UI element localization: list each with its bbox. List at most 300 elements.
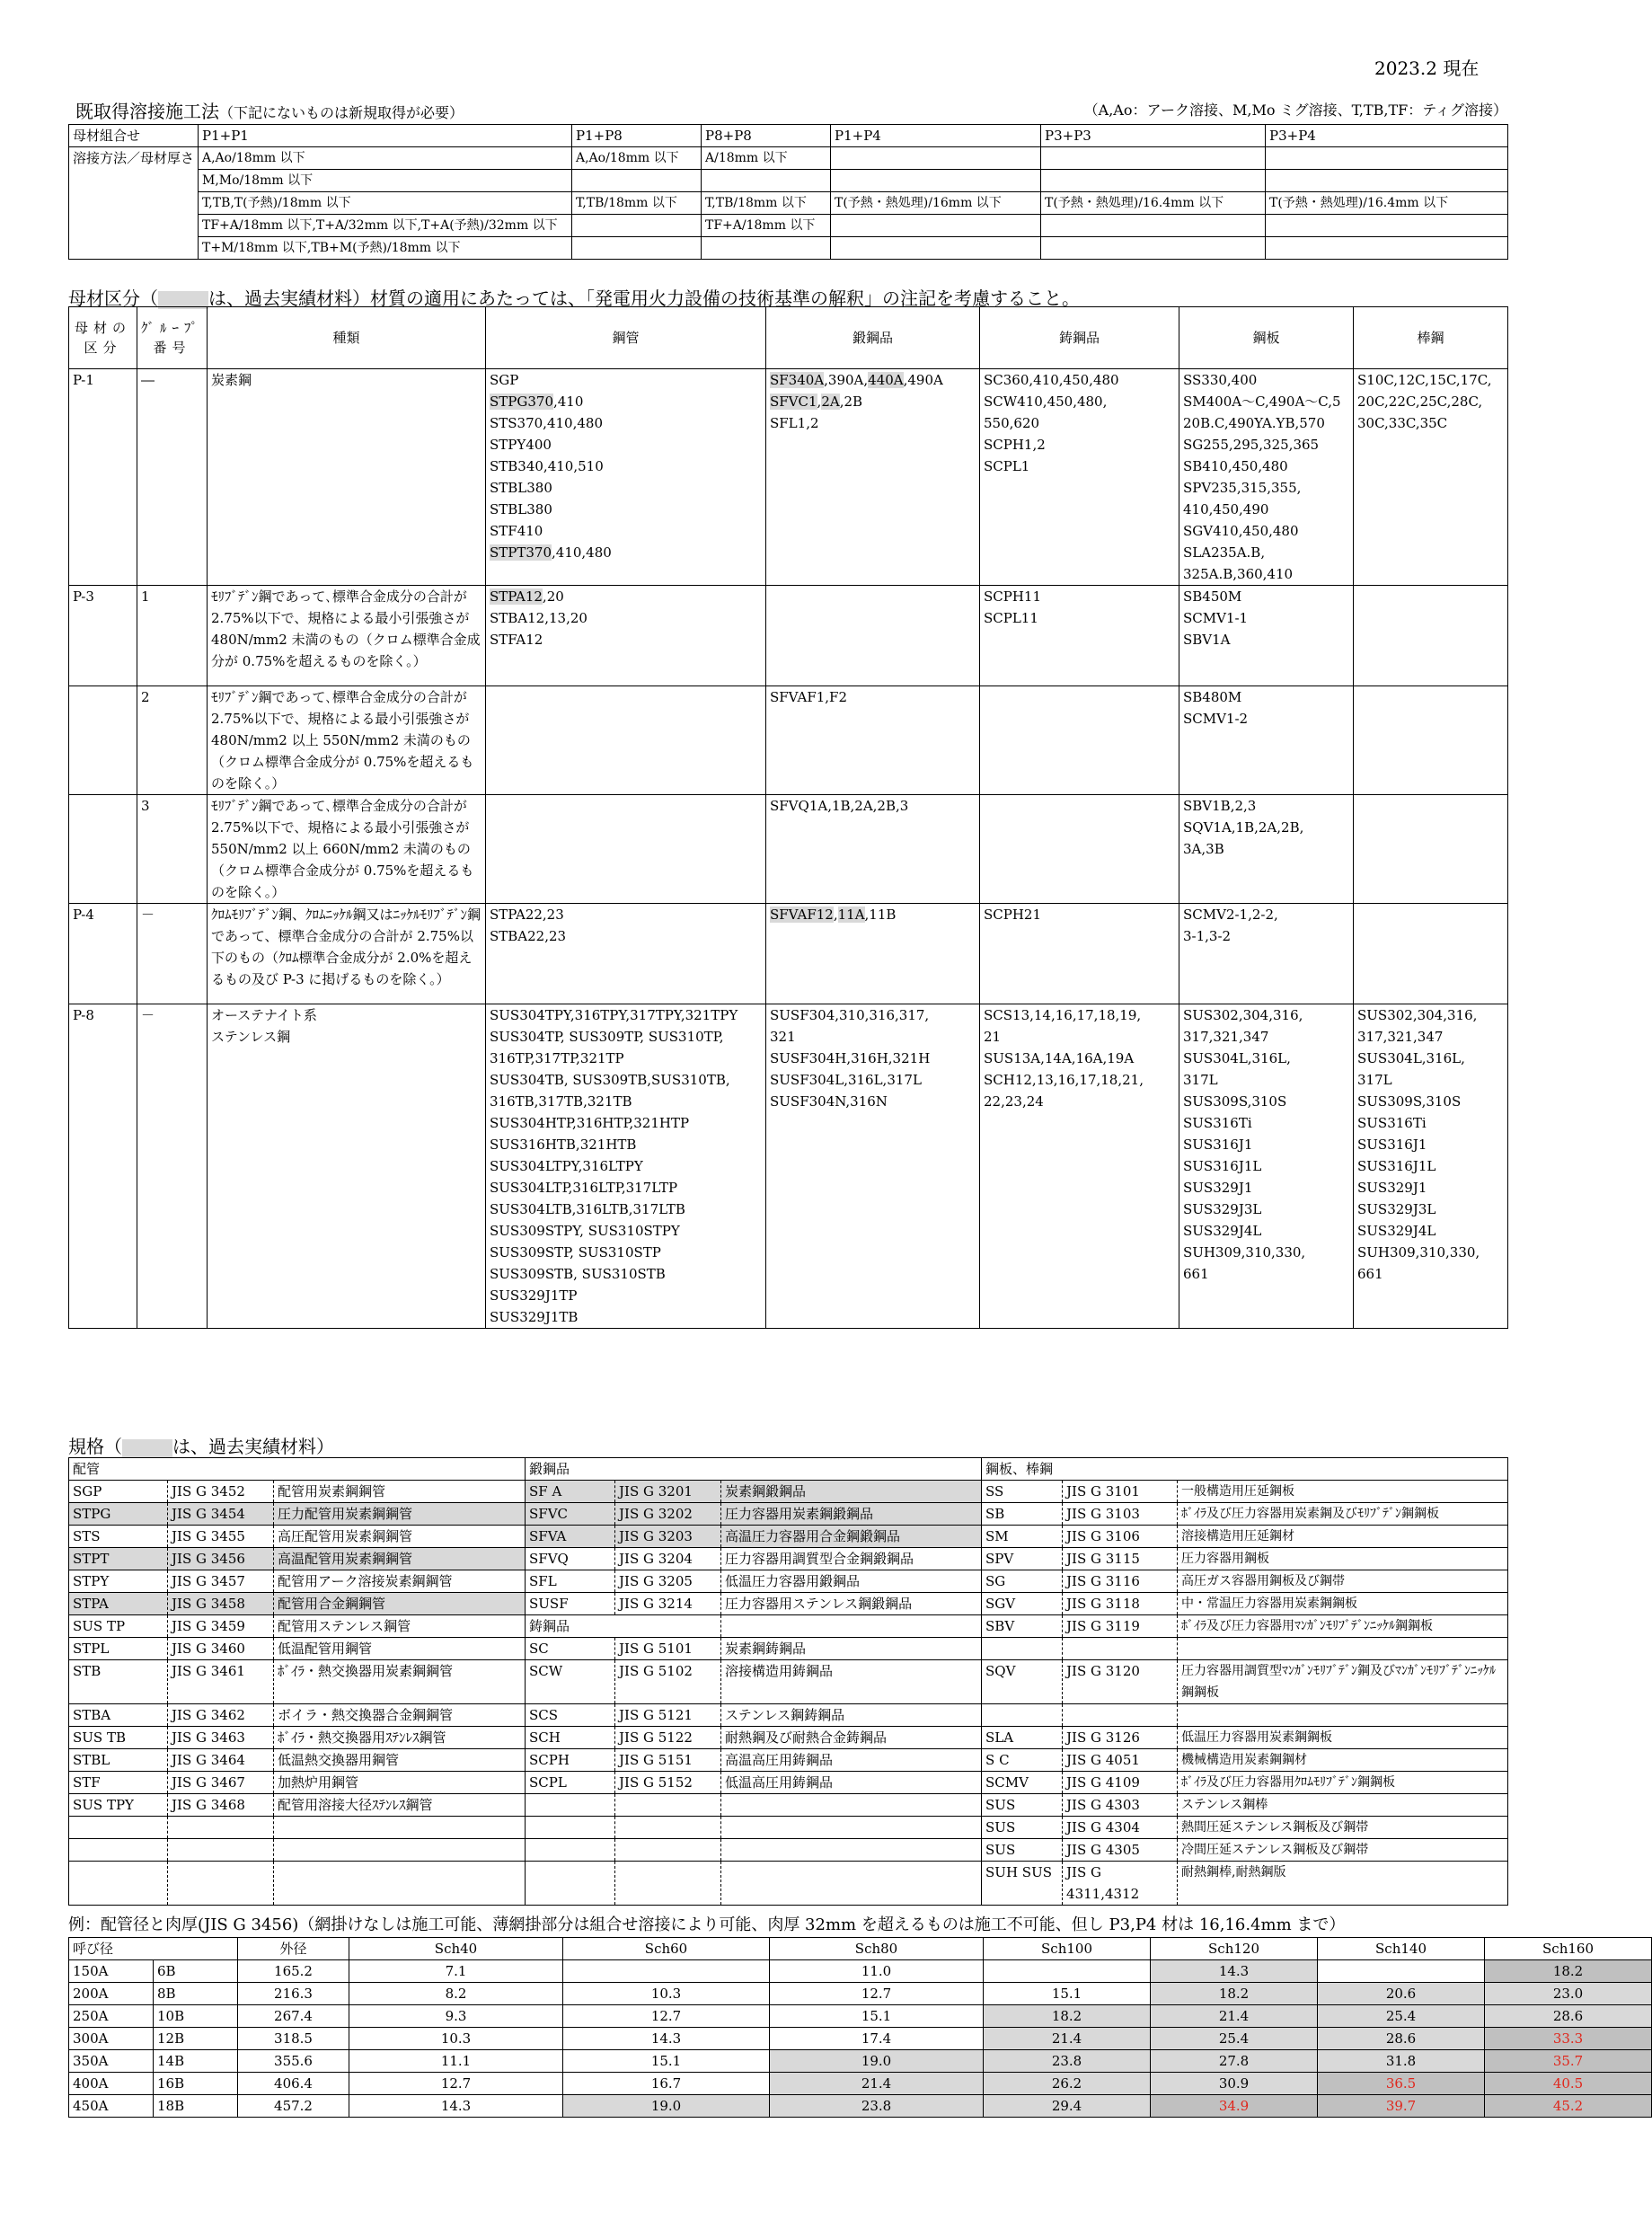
spec-cell: JIS G 3116	[1063, 1570, 1178, 1593]
material-forge	[766, 1004, 980, 1329]
material-header: 鋼管	[486, 307, 766, 369]
method-cell	[1041, 215, 1266, 237]
material-bar	[1354, 586, 1508, 686]
material-seg: 321	[770, 1029, 796, 1045]
pipe-cell: 45.2	[1485, 2095, 1652, 2118]
spec-cell: 耐熱鋼棒,耐熱鋼版	[1178, 1862, 1508, 1906]
group-number: －	[137, 904, 208, 1004]
material-line: SQV1A,1B,2A,2B,	[1183, 819, 1304, 836]
method-cell	[1266, 147, 1508, 170]
pipe-cell: 21.4	[1151, 2005, 1318, 2028]
pipe-header: Sch160	[1485, 1938, 1652, 1960]
material-type: ｸﾛﾑﾓﾘﾌﾞﾃﾞﾝ鋼、ｸﾛﾑﾆｯｹﾙ鋼又はﾆｯｹﾙﾓﾘﾌﾞﾃﾞﾝ鋼であって、標準合金成分の合計が 2.75%以下のもの（ｸﾛﾑ標準合金成分が 2.0%を超えるもの及び P-3 に掲げるものを除く。）	[208, 904, 486, 1004]
material-line	[770, 1069, 976, 1091]
material-line: 661	[1357, 1266, 1383, 1282]
pipe-cell: 34.9	[1151, 2095, 1318, 2118]
spec-cell	[526, 1839, 615, 1862]
material-line: SUS329J3L	[1183, 1201, 1262, 1217]
pipe-cell: 20.6	[1318, 1983, 1485, 2005]
spec-cell: STB	[69, 1660, 168, 1704]
pipe-cell: 28.6	[1318, 2028, 1485, 2050]
spec-cell: 配管用ステンレス鋼管	[274, 1615, 526, 1638]
pipe-cell: 14B	[154, 2050, 238, 2073]
material-seg: STS370,410,480	[490, 415, 603, 431]
material-line: SUS13A,14A,16A,19A	[984, 1050, 1135, 1066]
method-cell	[572, 237, 702, 260]
group-number: －	[137, 1004, 208, 1329]
material-line	[770, 391, 976, 412]
spec-cell: JIS G 3458	[168, 1593, 274, 1615]
section4-title: 例：配管径と肉厚(JIS G 3456)（網掛けなしは施工可能、薄網掛部分は組合せ溶接により可能、肉厚 32mm を超えるものは施工不可能、但し P3,P4 材は 16,16.4mm まで）	[68, 1915, 1346, 1934]
pipe-cell: 23.0	[1485, 1983, 1652, 2005]
pipe-cell: 15.1	[984, 1983, 1151, 2005]
group-number: 1	[137, 586, 208, 686]
pipe-cell	[1318, 1960, 1485, 1983]
method-cell	[1266, 170, 1508, 192]
material-class: P-8	[69, 1004, 137, 1329]
material-line	[770, 1026, 976, 1048]
material-line: 317,321,347	[1357, 1029, 1444, 1045]
spec-cell: JIS G 3457	[168, 1570, 274, 1593]
spec-cell: SFL	[526, 1570, 615, 1593]
material-cast	[980, 586, 1179, 686]
material-line: 20B.C,490YA.YB,570	[1183, 415, 1325, 431]
spec-cell: JIS G 5151	[615, 1749, 721, 1772]
material-seg: ,2B	[839, 394, 863, 410]
material-line	[490, 629, 762, 650]
method-cell	[831, 237, 1041, 260]
material-forge	[766, 586, 980, 686]
spec-cell: 高圧ガス容器用鋼板及び鋼帯	[1178, 1570, 1508, 1593]
pipe-cell: 12B	[154, 2028, 238, 2050]
method-cell: T(予熱・熱処理)/16.4mm 以下	[1266, 192, 1508, 215]
pipe-cell: 406.4	[238, 2073, 349, 2095]
material-line: SCH12,13,16,17,18,21,	[984, 1072, 1144, 1088]
spec-cell: ステンレス鋼棒	[1178, 1794, 1508, 1817]
section1-title-text: 既取得溶接施工法	[75, 101, 219, 122]
spec-cell: SCW	[526, 1660, 615, 1704]
material-line: SCPL11	[984, 610, 1038, 626]
material-seg: STPA22,23	[490, 907, 564, 923]
pipe-cell: 267.4	[238, 2005, 349, 2028]
pipe-cell: 35.7	[1485, 2050, 1652, 2073]
material-seg: SUS329J1TP	[490, 1287, 578, 1304]
spec-cell: JIS G 3106	[1063, 1526, 1178, 1548]
material-seg: SUS316HTB,321HTB	[490, 1137, 637, 1153]
spec-cell: JIS G 3120	[1063, 1660, 1178, 1704]
material-seg: SUS304TP, SUS309TP, SUS310TP,	[490, 1029, 724, 1045]
material-line	[490, 1091, 762, 1112]
spec-cell: JIS G 3464	[168, 1749, 274, 1772]
spec-cell: JIS G 3119	[1063, 1615, 1178, 1638]
material-seg: ,410	[553, 394, 584, 410]
pipe-cell: 200A	[69, 1983, 154, 2005]
spec-cell: SCPH	[526, 1749, 615, 1772]
material-header: 鋼板	[1179, 307, 1354, 369]
method-cell: T,TB,T(予熱)/18mm 以下	[199, 192, 572, 215]
pipe-cell: 19.0	[563, 2095, 770, 2118]
material-line: 325A.B,360,410	[1183, 566, 1294, 582]
material-class	[69, 686, 137, 795]
spec-cell: 加熱炉用鋼管	[274, 1772, 526, 1794]
spec-cell: 高温配管用炭素鋼鋼管	[274, 1548, 526, 1570]
material-line	[490, 434, 762, 456]
pipe-cell: 11.1	[349, 2050, 563, 2073]
spec-cell: SF A	[526, 1481, 615, 1503]
material-seg: SUS309STP, SUS310STP	[490, 1244, 661, 1260]
combo-header: P3+P4	[1266, 125, 1508, 147]
material-seg: SFVAF1,F2	[770, 689, 848, 705]
material-pipe	[486, 586, 766, 686]
pipe-cell: 12.7	[563, 2005, 770, 2028]
spec-group: 鍛鋼品	[526, 1458, 982, 1481]
spec-cell	[982, 1704, 1063, 1727]
spec-cell: 低温配管用鋼管	[274, 1638, 526, 1660]
material-line	[490, 1048, 762, 1069]
material-class: P-1	[69, 369, 137, 586]
method-cell	[1266, 215, 1508, 237]
spec-cell	[982, 1638, 1063, 1660]
material-line	[490, 412, 762, 434]
spec-cell: 高温高圧用鋳鋼品	[721, 1749, 982, 1772]
spec-cell: 配管用アーク溶接炭素鋼鋼管	[274, 1570, 526, 1593]
spec-cell	[168, 1839, 274, 1862]
spec-cell: SC	[526, 1638, 615, 1660]
spec-cell: STBL	[69, 1749, 168, 1772]
material-line: SUH309,310,330,	[1357, 1244, 1480, 1260]
pipe-cell: 25.4	[1318, 2005, 1485, 2028]
pipe-cell: 29.4	[984, 2095, 1151, 2118]
spec-cell: 配管用合金鋼鋼管	[274, 1593, 526, 1615]
material-line: SUS329J1	[1183, 1180, 1253, 1196]
spec-cell: JIS G 3468	[168, 1794, 274, 1817]
material-line: SUS304L,316L,	[1357, 1050, 1465, 1066]
spec-cell: SUS	[982, 1817, 1063, 1839]
material-seg: STPT370	[490, 544, 552, 561]
material-line: SCPH1,2	[984, 437, 1046, 453]
spec-cell	[721, 1839, 982, 1862]
spec-cell: 低温圧力容器用炭素鋼鋼板	[1178, 1727, 1508, 1749]
material-line	[770, 686, 976, 708]
weld-method-table	[68, 124, 1508, 260]
material-line: SUH309,310,330,	[1183, 1244, 1306, 1260]
method-cell	[1266, 237, 1508, 260]
material-forge	[766, 369, 980, 586]
material-line	[490, 904, 762, 925]
material-line: SLA235A.B,	[1183, 544, 1266, 561]
pipe-thickness-table	[68, 1937, 1652, 2118]
material-line: SUS329J4L	[1183, 1223, 1262, 1239]
spec-cell	[1063, 1638, 1178, 1660]
spec-cell: SCMV	[982, 1772, 1063, 1794]
material-forge	[766, 686, 980, 795]
spec-cell: 圧力容器用調質型ﾏﾝｶﾞﾝﾓﾘﾌﾞﾃﾞﾝ鋼及びﾏﾝｶﾞﾝﾓﾘﾌﾞﾃﾞﾝﾆｯｹﾙ鋼鋼板	[1178, 1660, 1508, 1704]
spec-cell	[526, 1862, 615, 1906]
material-line: SS330,400	[1183, 372, 1258, 388]
material-seg: SFL1,2	[770, 415, 819, 431]
spec-cell: 圧力配管用炭素鋼鋼管	[274, 1503, 526, 1526]
material-line: SCMV1-2	[1183, 711, 1249, 727]
pipe-header: Sch140	[1318, 1938, 1485, 1960]
section2-title-b: は、過去実績材料）材質の適用にあたっては、「発電用火力設備の技術基準の解釈」の注記を考慮すること。	[208, 287, 1080, 309]
pipe-cell: 457.2	[238, 2095, 349, 2118]
material-seg: SFVC1	[770, 394, 817, 410]
method-cell	[1041, 237, 1266, 260]
material-seg: STFA12	[490, 632, 543, 648]
material-line	[490, 1199, 762, 1220]
spec-cell: 高圧配管用炭素鋼鋼管	[274, 1526, 526, 1548]
material-line: 21	[984, 1029, 1002, 1045]
spec-cell: JIS G 3202	[615, 1503, 721, 1526]
material-line: SUS329J4L	[1357, 1223, 1436, 1239]
section3-title	[68, 1432, 334, 1458]
section3-title-b: は、過去実績材料）	[172, 1436, 334, 1457]
material-line: SCMV1-1	[1183, 610, 1249, 626]
spec-cell: ﾎﾞｲﾗ・熱交換器用ｽﾃﾝﾚｽ鋼管	[274, 1727, 526, 1749]
material-forge	[766, 904, 980, 1004]
material-line: SM400A～C,490A～C,5	[1183, 394, 1341, 410]
material-line	[490, 1242, 762, 1263]
spec-cell: 炭素鋼鍛鋼品	[721, 1481, 982, 1503]
spec-cell: JIS G 3203	[615, 1526, 721, 1548]
pipe-cell: 31.8	[1318, 2050, 1485, 2073]
spec-cell: 圧力容器用炭素鋼鍛鋼品	[721, 1503, 982, 1526]
base-material-table	[68, 306, 1508, 1329]
pipe-cell: 9.3	[349, 2005, 563, 2028]
spec-cell: ﾎﾞｲﾗ及び圧力容器用ｸﾛﾑﾓﾘﾌﾞﾃﾞﾝ鋼鋼板	[1178, 1772, 1508, 1794]
material-seg: SUS309STPY, SUS310STPY	[490, 1223, 680, 1239]
spec-cell	[274, 1862, 526, 1906]
material-line: 30C,33C,35C	[1357, 415, 1448, 431]
spec-cell: SLA	[982, 1727, 1063, 1749]
pipe-cell: 18B	[154, 2095, 238, 2118]
pipe-cell: 165.2	[238, 1960, 349, 1983]
material-seg: ,	[817, 394, 822, 410]
past-material-swatch-2	[122, 1439, 172, 1457]
method-cell: TF+A/18mm 以下,T+A/32mm 以下,T+A(予熱)/32mm 以下	[199, 215, 572, 237]
pipe-cell: 15.1	[563, 2050, 770, 2073]
material-line	[490, 369, 762, 391]
material-plate	[1179, 586, 1354, 686]
spec-cell	[69, 1862, 168, 1906]
material-line: SUS304L,316L,	[1183, 1050, 1291, 1066]
pipe-header: 呼び径	[69, 1938, 238, 1960]
section3-title-a: 規格（	[68, 1436, 122, 1457]
material-cast	[980, 369, 1179, 586]
material-cast	[980, 795, 1179, 904]
material-line: SB480M	[1183, 689, 1242, 705]
combo-header: P3+P3	[1041, 125, 1266, 147]
spec-cell: JIS G 3459	[168, 1615, 274, 1638]
material-bar	[1354, 1004, 1508, 1329]
spec-cell: 低温熱交換器用鋼管	[274, 1749, 526, 1772]
spec-cell: SUS	[982, 1794, 1063, 1817]
material-line: SG255,295,325,365	[1183, 437, 1320, 453]
material-seg: ,	[833, 907, 838, 923]
spec-cell: 高温圧力容器用合金鋼鍛鋼品	[721, 1526, 982, 1548]
spec-cell: JIS G 3452	[168, 1481, 274, 1503]
material-seg: SUS304TB, SUS309TB,SUS310TB,	[490, 1072, 730, 1088]
spec-cell: JIS G 4303	[1063, 1794, 1178, 1817]
spec-cell: SCPL	[526, 1772, 615, 1794]
spec-cell: JIS G 4051	[1063, 1749, 1178, 1772]
pipe-cell: 355.6	[238, 2050, 349, 2073]
pipe-cell: 36.5	[1318, 2073, 1485, 2095]
material-line: 317,321,347	[1183, 1029, 1269, 1045]
pipe-cell: 350A	[69, 2050, 154, 2073]
spec-cell: JIS G 4304	[1063, 1817, 1178, 1839]
material-header: 鍛鋼品	[766, 307, 980, 369]
spec-cell: S C	[982, 1749, 1063, 1772]
spec-cell: SS	[982, 1481, 1063, 1503]
material-header: 種類	[208, 307, 486, 369]
material-seg: SUS309STB, SUS310STB	[490, 1266, 666, 1282]
pipe-cell: 10.3	[349, 2028, 563, 2050]
material-line	[490, 1134, 762, 1155]
pipe-header: Sch120	[1151, 1938, 1318, 1960]
pipe-cell: 17.4	[770, 2028, 984, 2050]
spec-cell: JIS G 3455	[168, 1526, 274, 1548]
spec-cell: SFVC	[526, 1503, 615, 1526]
spec-cell: JIS G 3467	[168, 1772, 274, 1794]
material-line	[770, 904, 976, 925]
material-seg: SUS304LTB,316LTB,317LTB	[490, 1201, 685, 1217]
spec-cell: JIS G 3101	[1063, 1481, 1178, 1503]
spec-cell	[615, 1615, 721, 1638]
material-seg: SUS304LTP,316LTP,317LTP	[490, 1180, 678, 1196]
material-line: 3-1,3-2	[1183, 928, 1232, 944]
pipe-cell: 18.2	[1485, 1960, 1652, 1983]
group-number: 2	[137, 686, 208, 795]
pipe-cell: 150A	[69, 1960, 154, 1983]
combo-header: P1+P1	[199, 125, 572, 147]
spec-cell: STS	[69, 1526, 168, 1548]
material-seg: 2A	[821, 394, 840, 410]
material-pipe	[486, 795, 766, 904]
material-seg: SUSF304N,316N	[770, 1093, 888, 1110]
spec-cell: 炭素鋼鋳鋼品	[721, 1638, 982, 1660]
combo-header: P1+P8	[572, 125, 702, 147]
section2-title-a: 母材区分（	[68, 287, 158, 309]
material-pipe	[486, 369, 766, 586]
material-forge	[766, 795, 980, 904]
pipe-header: Sch100	[984, 1938, 1151, 1960]
spec-table	[68, 1457, 1508, 1906]
pipe-cell: 18.2	[984, 2005, 1151, 2028]
pipe-cell: 10B	[154, 2005, 238, 2028]
spec-cell: SCH	[526, 1727, 615, 1749]
spec-cell: SPV	[982, 1548, 1063, 1570]
material-line	[490, 1220, 762, 1242]
spec-cell	[615, 1817, 721, 1839]
pipe-cell	[563, 1960, 770, 1983]
spec-cell: JIS G 3115	[1063, 1548, 1178, 1570]
spec-cell: SG	[982, 1570, 1063, 1593]
method-cell: A/18mm 以下	[702, 147, 831, 170]
material-seg: 316TP,317TP,321TP	[490, 1050, 624, 1066]
material-seg: SUSF304H,316H,321H	[770, 1050, 931, 1066]
pipe-cell: 8B	[154, 1983, 238, 2005]
material-line: 3A,3B	[1183, 841, 1224, 857]
spec-cell	[274, 1839, 526, 1862]
pipe-cell: 10.3	[563, 1983, 770, 2005]
spec-cell: JIS G 3456	[168, 1548, 274, 1570]
material-seg: SFVAF12	[770, 907, 834, 923]
material-seg: STBA22,23	[490, 928, 567, 944]
material-seg: SUSF304L,316L,317L	[770, 1072, 922, 1088]
pipe-cell: 25.4	[1151, 2028, 1318, 2050]
material-line: SCW410,450,480,	[984, 394, 1108, 410]
spec-cell: ステンレス鋼鋳鋼品	[721, 1704, 982, 1727]
spec-cell: JIS G 5152	[615, 1772, 721, 1794]
material-seg: 316TB,317TB,321TB	[490, 1093, 632, 1110]
method-cell: T+M/18mm 以下,TB+M(予熱)/18mm 以下	[199, 237, 572, 260]
spec-cell: JIS G 3205	[615, 1570, 721, 1593]
material-line	[490, 1177, 762, 1199]
pipe-cell: 23.8	[984, 2050, 1151, 2073]
material-line: SUS316J1	[1357, 1137, 1427, 1153]
material-line: SCPL1	[984, 458, 1030, 474]
material-line	[770, 1091, 976, 1112]
spec-cell: SUS TPY	[69, 1794, 168, 1817]
material-cast	[980, 686, 1179, 795]
col-label: 母材組合せ	[69, 125, 199, 147]
spec-cell: SQV	[982, 1660, 1063, 1704]
material-line	[490, 520, 762, 542]
combo-header: P1+P4	[831, 125, 1041, 147]
material-line: SGV410,450,480	[1183, 523, 1299, 539]
pipe-cell: 18.2	[1151, 1983, 1318, 2005]
material-type: ﾓﾘﾌﾞﾃﾞﾝ鋼であって､標準合金成分の合計が 2.75%以下で、規格による最小引張強さが 550N/mm2 以上 660N/mm2 未満のもの（クロム標準合金成分が 0.75%を超えるものを除く。）	[208, 795, 486, 904]
material-line	[490, 1155, 762, 1177]
pipe-cell: 40.5	[1485, 2073, 1652, 2095]
spec-cell: JIS G 3126	[1063, 1727, 1178, 1749]
pipe-cell: 21.4	[770, 2073, 984, 2095]
material-line: SUS309S,310S	[1183, 1093, 1287, 1110]
material-line	[490, 925, 762, 947]
pipe-cell: 33.3	[1485, 2028, 1652, 2050]
material-plate	[1179, 686, 1354, 795]
material-line: 410,450,490	[1183, 501, 1269, 517]
spec-cell: STPG	[69, 1503, 168, 1526]
pipe-cell: 450A	[69, 2095, 154, 2118]
spec-cell	[526, 1794, 615, 1817]
pipe-cell: 12.7	[349, 2073, 563, 2095]
material-line	[490, 586, 762, 607]
material-seg: SGP	[490, 372, 519, 388]
pipe-cell: 15.1	[770, 2005, 984, 2028]
material-seg: STPA12	[490, 588, 543, 605]
spec-cell	[615, 1794, 721, 1817]
pipe-cell: 318.5	[238, 2028, 349, 2050]
material-seg: 11A	[837, 907, 865, 923]
material-bar	[1354, 795, 1508, 904]
pipe-cell: 16B	[154, 2073, 238, 2095]
spec-cell: STPY	[69, 1570, 168, 1593]
material-line: SUS329J3L	[1357, 1201, 1436, 1217]
spec-cell: 鋳鋼品	[526, 1615, 615, 1638]
material-type: オーステナイト系 ステンレス鋼	[208, 1004, 486, 1329]
spec-cell: JIS G 5102	[615, 1660, 721, 1704]
pipe-cell: 8.2	[349, 1983, 563, 2005]
spec-cell: JIS G 3463	[168, 1727, 274, 1749]
spec-cell: ﾎﾞｲﾗ及び圧力容器用炭素鋼及びﾓﾘﾌﾞﾃﾞﾝ鋼鋼板	[1178, 1503, 1508, 1526]
material-line: SUS329J1	[1357, 1180, 1427, 1196]
spec-cell: JIS G 3461	[168, 1660, 274, 1704]
spec-cell: SUS	[982, 1839, 1063, 1862]
material-line: SBV1B,2,3	[1183, 798, 1257, 814]
material-seg: STF410	[490, 523, 543, 539]
